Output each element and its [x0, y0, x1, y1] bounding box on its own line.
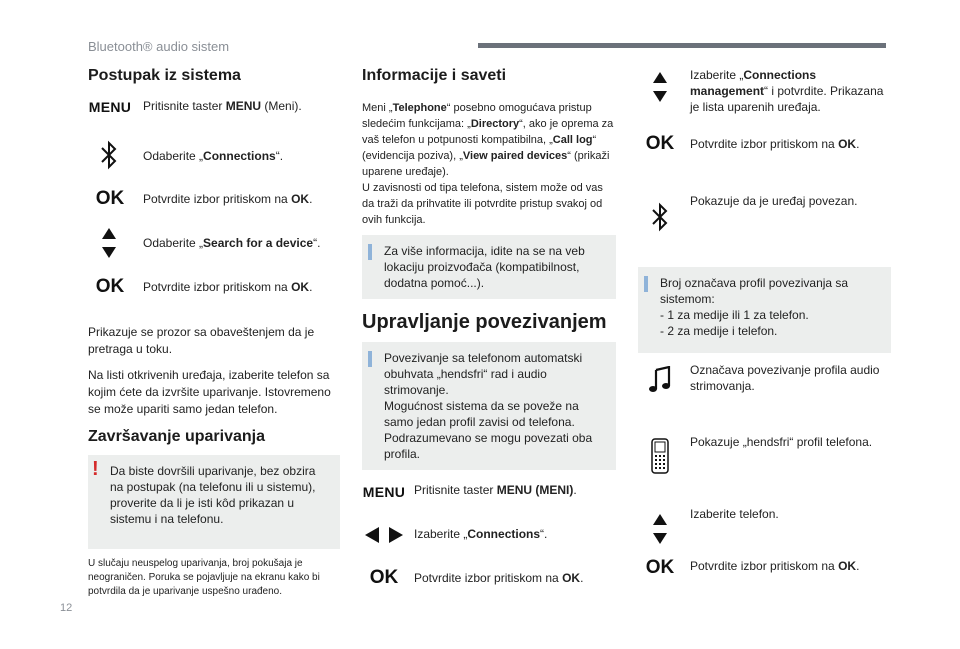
step-text: Izaberite „Connections“.	[414, 527, 548, 541]
info-note-text: Povezivanje sa telefonom automatski obuhvata „hendsfri“ rad i audio strimovanje. Mogućnost sistema da se poveže na samo jedan profil zavisi od telefona. Podrazumevano se mogu povezati oba profila.	[384, 351, 593, 461]
phone-icon	[648, 436, 672, 476]
info-paragraph: Meni „Telephone“ posebno omogućava pristup sledećim funkcijama: „Directory“, ako je oprema za vaš telefon u potpunosti kompatibilna, „Call log“ (evidencija poziva), „View paired devices“ (prikaži uparene uređaje). U zavisnosti od tipa telefona, sistem može od vas da traži da prihvatite ili potvrdite pristup svakoj od ovih funkcija.	[362, 102, 614, 226]
info-note-text: Za više informacija, idite na se na veb lokaciju proizvođača (kompatibilnost, dodatna pomoć...).	[384, 244, 585, 290]
ok-icon: OK	[95, 276, 125, 297]
step-text: Izaberite „Connections management“ i potvrdite. Prikazana je lista uparenih uređaja.	[690, 68, 884, 114]
step-text: Pokazuje da je uređaj povezan.	[690, 194, 858, 208]
step-text: Pokazuje „hendsfri“ profil telefona.	[690, 435, 873, 449]
step-text: Izaberite telefon.	[690, 507, 779, 521]
step-text: Potvrdite izbor pritiskom na OK.	[690, 559, 860, 573]
heading-informacije: Informacije i saveti	[362, 67, 507, 84]
menu-icon: MENU	[362, 484, 406, 500]
info-note-text: Broj označava profil povezivanja sa sistemom: - 1 za medije ili 1 za telefon. - 2 za medije i telefon.	[660, 276, 849, 338]
left-right-arrows-icon	[362, 524, 406, 546]
up-down-arrows-icon	[99, 226, 119, 260]
bluetooth-icon	[97, 138, 121, 172]
heading-postupak: Postupak iz sistema	[88, 67, 241, 84]
ok-icon: OK	[645, 557, 675, 578]
paragraph: Prikazuje se prozor sa obaveštenjem da je pretraga u toku.	[88, 325, 315, 356]
step-text: Potvrdite izbor pritiskom na OK.	[143, 280, 313, 294]
info-icon	[368, 244, 372, 260]
ok-icon: OK	[369, 567, 399, 588]
step-text: Odaberite „Search for a device“.	[143, 236, 321, 250]
music-note-icon	[646, 364, 674, 396]
step-text: Pritisnite taster MENU (Meni).	[143, 99, 302, 113]
header-title: Bluetooth® audio sistem	[88, 39, 230, 54]
ok-icon: OK	[95, 188, 125, 209]
menu-icon: MENU	[88, 99, 132, 115]
paragraph: Na listi otkrivenih uređaja, izaberite telefon sa kojim ćete da izvršite uparivanje. Istovremeno se može upariti samo jedan telefon.	[88, 368, 331, 416]
footnote: U slučaju neuspelog uparivanja, broj pokušaja je neograničen. Poruka se pojavljuje na ekranu kako bi potvrdila da je uparivanje uspešno urađeno.	[88, 558, 320, 597]
bluetooth-icon	[648, 200, 672, 234]
warning-note	[88, 455, 340, 549]
warning-text: Da biste dovršili uparivanje, bez obzira na postupak (na telefonu ili u sistemu), proverite da li je isti kôd prikazan u sistemu i na telefonu.	[110, 464, 316, 526]
step-text: Potvrdite izbor pritiskom na OK.	[414, 571, 584, 585]
header-bar	[478, 43, 886, 48]
step-text: Potvrdite izbor pritiskom na OK.	[143, 192, 313, 206]
page-number: 12	[60, 602, 73, 614]
heading-upravljanje: Upravljanje povezivanjem	[362, 311, 607, 333]
step-text: Potvrdite izbor pritiskom na OK.	[690, 137, 860, 151]
step-text: Odaberite „Connections“.	[143, 149, 284, 163]
up-down-arrows-icon	[650, 70, 670, 104]
info-note	[362, 342, 616, 470]
up-down-arrows-icon	[650, 512, 670, 546]
info-icon	[368, 351, 372, 367]
info-note	[362, 235, 616, 299]
step-text: Označava povezivanje profila audio strimovanja.	[690, 363, 880, 393]
heading-zavrsavanje: Završavanje uparivanja	[88, 428, 265, 445]
info-icon	[644, 276, 648, 292]
info-note	[638, 267, 891, 353]
warning-icon: !	[92, 458, 99, 480]
step-text: Pritisnite taster MENU (MENI).	[414, 483, 577, 497]
ok-icon: OK	[645, 133, 675, 154]
